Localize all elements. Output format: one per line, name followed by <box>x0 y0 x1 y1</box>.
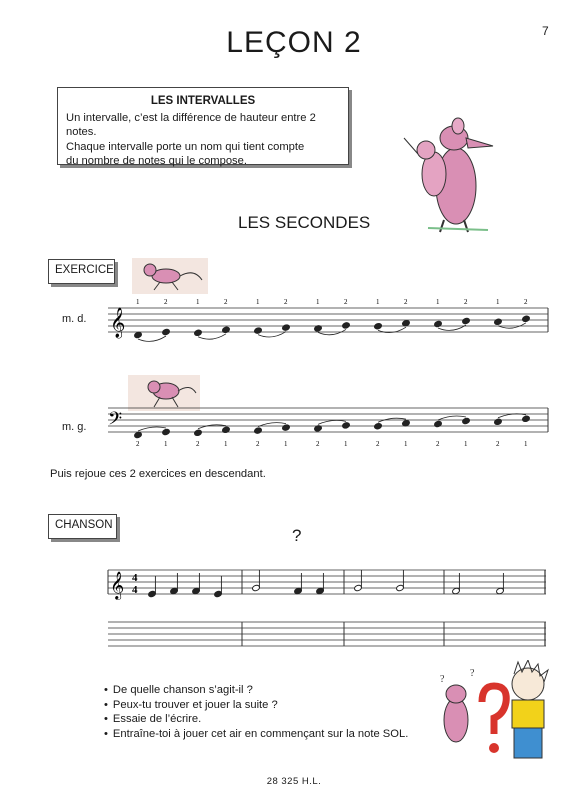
intro-line: du nombre de notes qui le compose. <box>66 155 247 167</box>
note-head <box>134 431 143 438</box>
fingering-number: 2 <box>436 440 440 448</box>
staff-lines <box>108 408 548 432</box>
intro-box <box>57 87 349 165</box>
slur <box>438 416 466 420</box>
fingering-number: 1 <box>284 440 288 448</box>
exercise-instruction: Puis rejoue ces 2 exercices en descendant. <box>50 468 266 480</box>
slur <box>198 334 226 339</box>
slur <box>198 425 226 429</box>
lesson-title: LEÇON 2 <box>226 26 362 59</box>
question-item: • Entraîne-toi à jouer cet air en commençant sur la note SOL. <box>104 727 408 742</box>
time-signature-top: 4 <box>132 572 138 584</box>
fingering-number: 2 <box>136 440 140 448</box>
fingering-number: 1 <box>464 440 468 448</box>
fingering-number: 2 <box>524 298 528 306</box>
page-number: 7 <box>542 24 549 38</box>
staff-lines <box>108 308 548 332</box>
fingering-number: 1 <box>524 440 528 448</box>
note-head <box>434 420 443 427</box>
song-label: CHANSON <box>48 514 117 539</box>
treble-clef-icon: 𝄞 <box>110 573 125 599</box>
section-title: LES SECONDES <box>238 213 371 232</box>
intro-line: Un intervalle, c’est la différence de hauteur entre 2 notes. <box>66 111 316 138</box>
slur <box>138 427 166 431</box>
fingering-number: 1 <box>496 298 500 306</box>
bass-clef-icon: 𝄢 <box>108 408 123 433</box>
mice-illustration <box>398 108 508 238</box>
fingering-number: 1 <box>376 298 380 306</box>
exercise-label: EXERCICE <box>48 259 115 284</box>
intro-line: Chaque intervalle porte un nom qui tient compte <box>66 140 305 153</box>
left-hand-label: m. g. <box>62 421 87 433</box>
question-item: • Essaie de l’écrire. <box>104 712 408 727</box>
note-head <box>282 324 291 331</box>
note-head <box>462 317 471 324</box>
fingering-number: 2 <box>256 440 260 448</box>
note-head <box>342 422 351 429</box>
fingering-number: 1 <box>436 298 440 306</box>
fingering-number: 1 <box>196 298 200 306</box>
mouse-and-boy-illustration <box>422 660 552 770</box>
time-signature-bottom: 4 <box>132 584 138 596</box>
fingering-number: 1 <box>316 298 320 306</box>
song-question-mark: ? <box>292 526 302 545</box>
fingering-number: 2 <box>316 440 320 448</box>
note-head <box>374 323 383 330</box>
note-head <box>194 329 203 336</box>
note-head <box>494 418 503 425</box>
slur <box>258 332 286 337</box>
fingering-number: 2 <box>224 298 228 306</box>
note-head <box>522 315 531 322</box>
fingering-number: 2 <box>376 440 380 448</box>
fingering-number: 1 <box>256 298 260 306</box>
intro-title: LES INTERVALLES <box>150 95 256 107</box>
fingering-number: 2 <box>464 298 468 306</box>
note-head <box>282 424 291 431</box>
slur <box>138 336 166 341</box>
song-staff <box>0 560 588 650</box>
note-head <box>494 318 503 325</box>
treble-clef-icon: 𝄞 <box>110 308 126 337</box>
note-head <box>162 428 171 435</box>
note-head <box>374 423 383 430</box>
note-head <box>522 415 531 422</box>
note-head <box>254 427 263 434</box>
mouse-running-icon <box>132 258 208 294</box>
slur <box>498 323 526 328</box>
svg-text:?: ? <box>470 668 475 679</box>
treble-staff <box>0 290 588 350</box>
note-head <box>194 429 203 436</box>
right-hand-label: m. d. <box>62 313 87 325</box>
fingering-number: 2 <box>404 298 408 306</box>
fingering-number: 1 <box>344 440 348 448</box>
question-list <box>104 683 408 741</box>
note-head <box>434 320 443 327</box>
fingering-number: 2 <box>496 440 500 448</box>
fingering-number: 2 <box>164 298 168 306</box>
note-head <box>462 417 471 424</box>
fingering-number: 1 <box>404 440 408 448</box>
note-head <box>162 328 171 335</box>
note-head <box>254 327 263 334</box>
fingering-number: 2 <box>196 440 200 448</box>
fingering-number: 2 <box>344 298 348 306</box>
question-item: • Peux-tu trouver et jouer la suite ? <box>104 698 408 713</box>
note-head <box>342 322 351 329</box>
footer-code: 28 325 H.L. <box>266 776 322 787</box>
fingering-number: 1 <box>136 298 140 306</box>
empty-staff-lines <box>108 622 546 646</box>
fingering-number: 1 <box>164 440 168 448</box>
note-head <box>134 331 143 338</box>
fingering-number: 1 <box>224 440 228 448</box>
question-item: • De quelle chanson s’agit-il ? <box>104 683 408 698</box>
fingering-number: 2 <box>284 298 288 306</box>
bass-staff <box>0 400 588 460</box>
svg-text:?: ? <box>440 674 445 685</box>
slur <box>318 420 346 424</box>
